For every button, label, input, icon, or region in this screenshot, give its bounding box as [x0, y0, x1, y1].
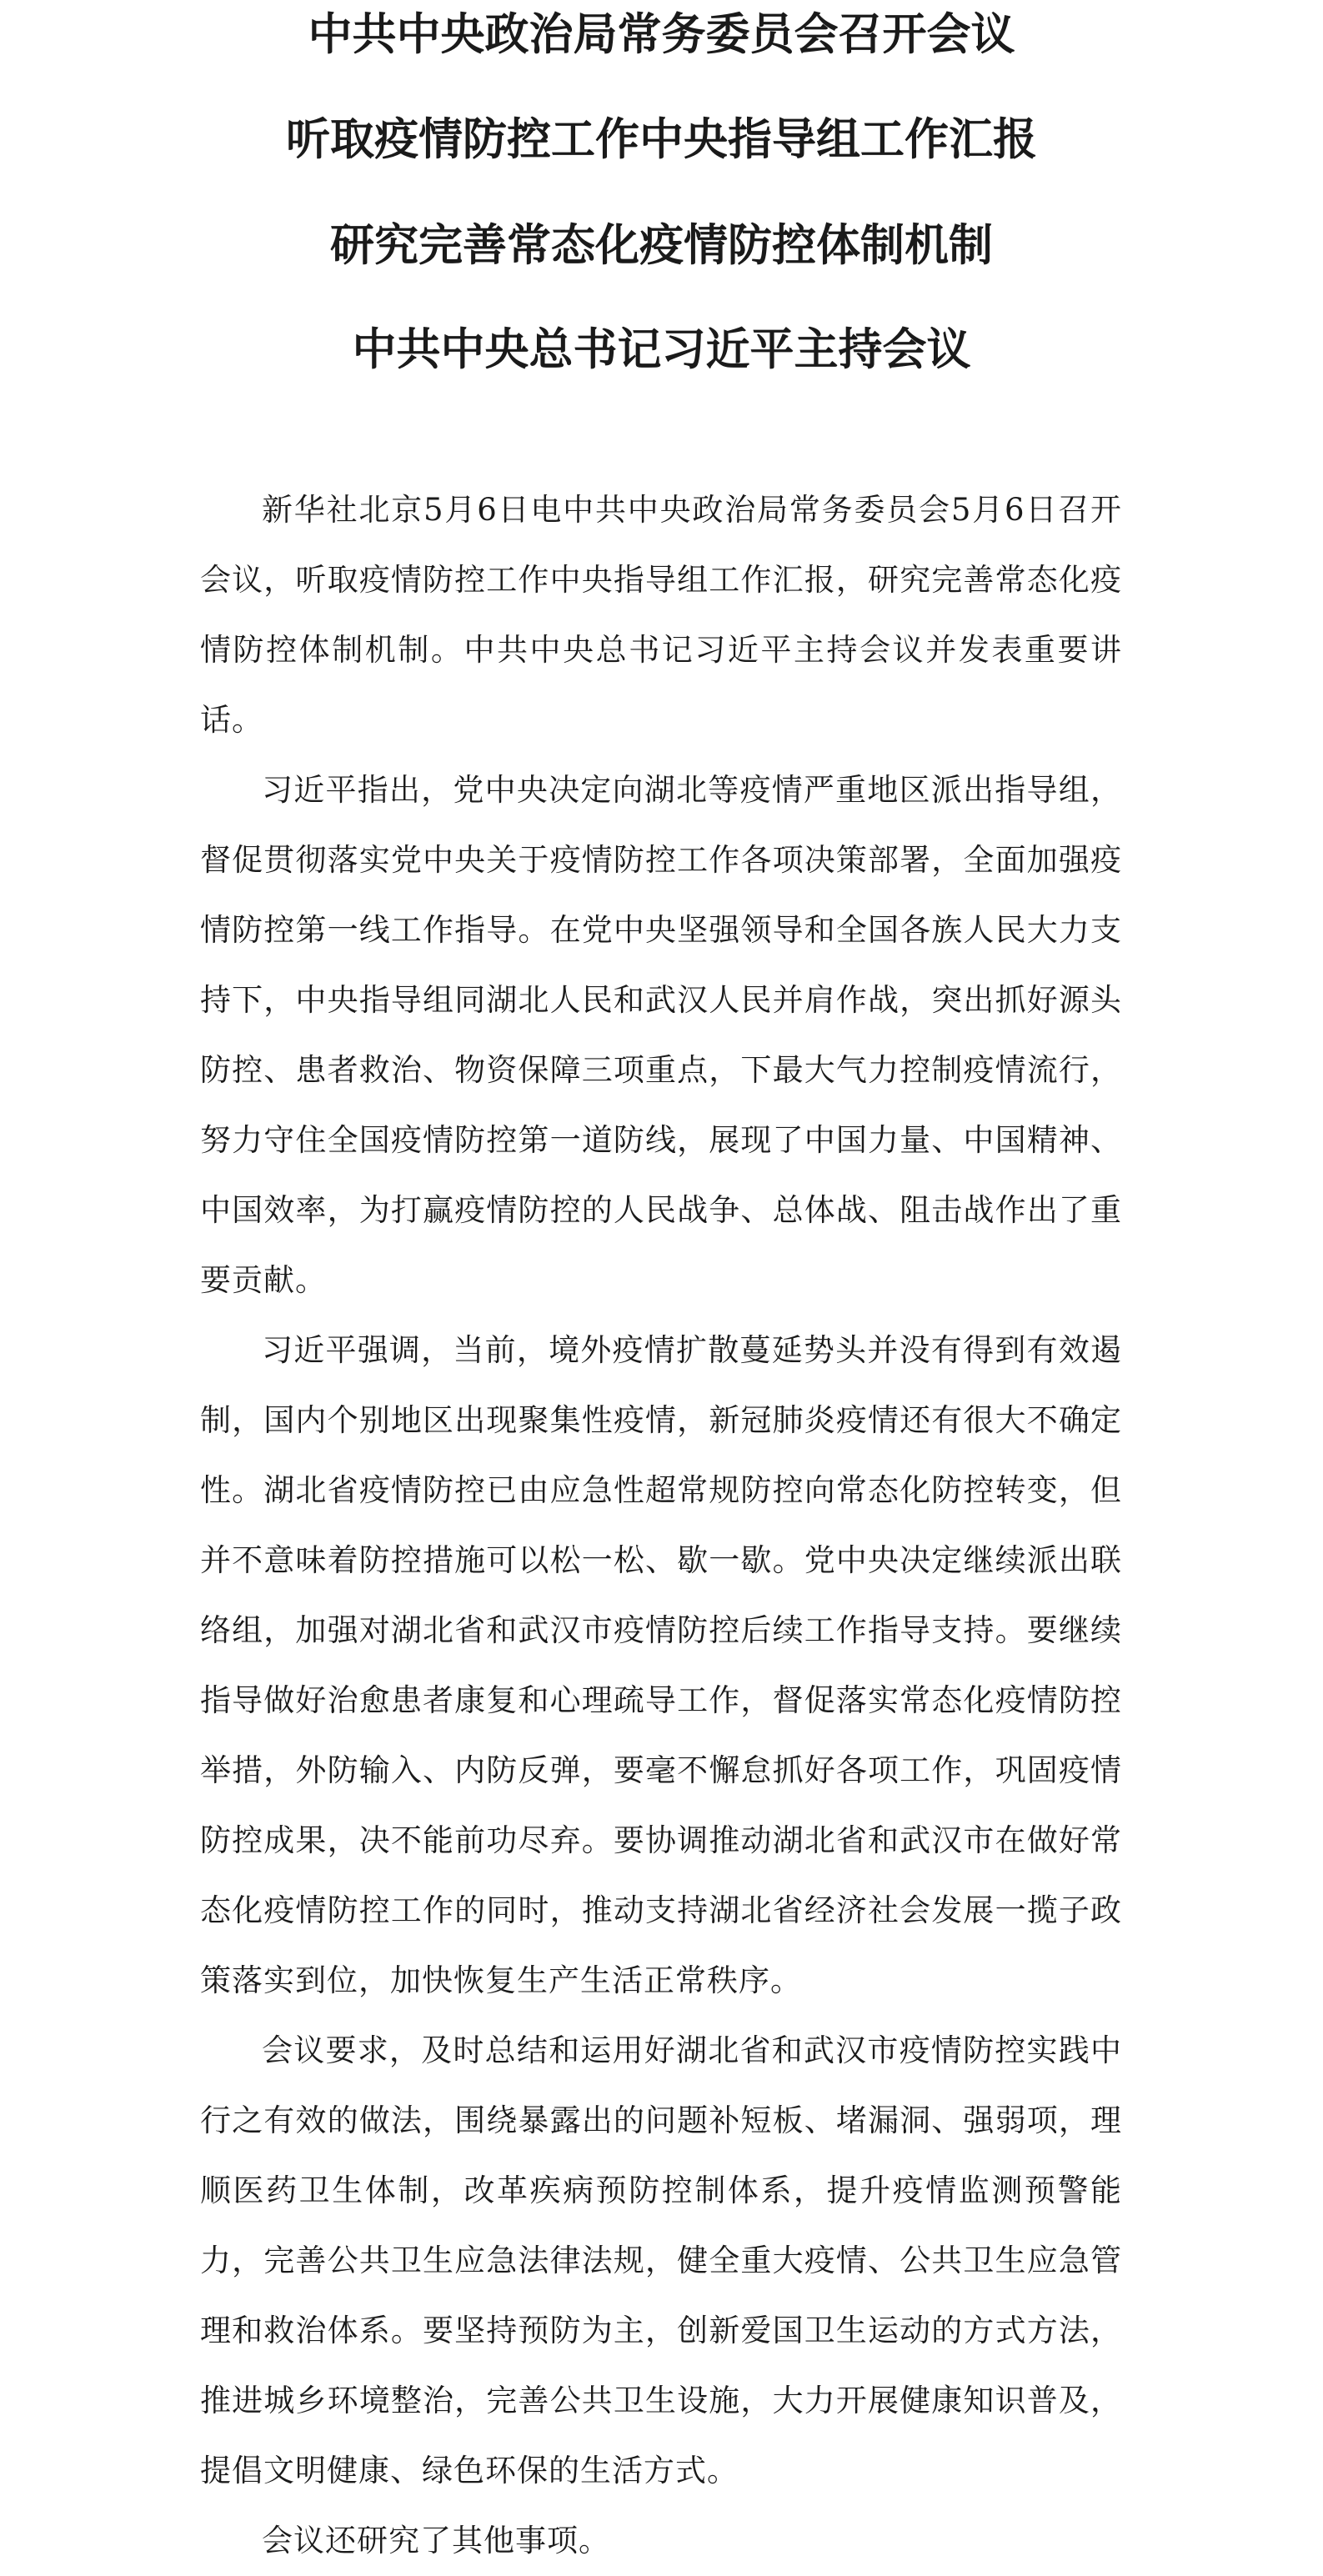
paragraph-2: 习近平指出，党中央决定向湖北等疫情严重地区派出指导组，督促贯彻落实党中央关于疫情防控工作各项决策部署，全面加强疫情防控第一线工作指导。在党中央坚强领导和全国各族人民大力支持下，中央指导组同湖北人民和武汉人民并肩作战，突出抓好源头防控、患者救治、物资保障三项重点，下最大气力控制疫情流行，努力守住全国疫情防控第一道防线，展现了中国力量、中国精神、中国效率，为打赢疫情防控的人民战争、总体战、阻击战作出了重要贡献。 — [200, 772, 1122, 1298]
article-body — [200, 475, 1122, 2576]
paragraph-3: 习近平强调，当前，境外疫情扩散蔓延势头并没有得到有效遏制，国内个别地区出现聚集性疫情，新冠肺炎疫情还有很大不确定性。湖北省疫情防控已由应急性超常规防控向常态化防控转变，但并不意味着防控措施可以松一松、歇一歇。党中央决定继续派出联络组，加强对湖北省和武汉市疫情防控后续工作指导支持。要继续指导做好治愈患者康复和心理疏导工作，督促落实常态化疫情防控举措，外防输入、内防反弹，要毫不懈怠抓好各项工作，巩固疫情防控成果，决不能前功尽弃。要协调推动湖北省和武汉市在做好常态化疫情防控工作的同时，推动支持湖北省经济社会发展一揽子政策落实到位，加快恢复生产生活正常秩序。 — [200, 1332, 1122, 1998]
paragraph-4: 会议要求，及时总结和运用好湖北省和武汉市疫情防控实践中行之有效的做法，围绕暴露出的问题补短板、堵漏洞、强弱项，理顺医药卫生体制，改革疾病预防控制体系，提升疫情监测预警能力，完善公共卫生应急法律法规，健全重大疫情、公共卫生应急管理和救治体系。要坚持预防为主，创新爱国卫生运动的方式方法，推进城乡环境整治，完善公共卫生设施，大力开展健康知识普及，提倡文明健康、绿色环保的生活方式。 — [200, 2032, 1122, 2488]
headline-line-4: 中共中央总书记习近平主持会议 — [352, 324, 971, 375]
paragraph-5: 会议还研究了其他事项。 — [262, 2523, 610, 2558]
paragraph-1: 新华社北京5月6日电中共中央政治局常务委员会5月6日召开会议，听取疫情防控工作中央指导组工作汇报，研究完善常态化疫情防控体制机制。中共中央总书记习近平主持会议并发表重要讲话。 — [200, 492, 1122, 738]
headline-line-3: 研究完善常态化疫情防控体制机制 — [330, 220, 993, 271]
headline-line-2: 听取疫情防控工作中央指导组工作汇报 — [286, 114, 1037, 165]
headline-line-1: 中共中央政治局常务委员会召开会议 — [308, 9, 1015, 60]
